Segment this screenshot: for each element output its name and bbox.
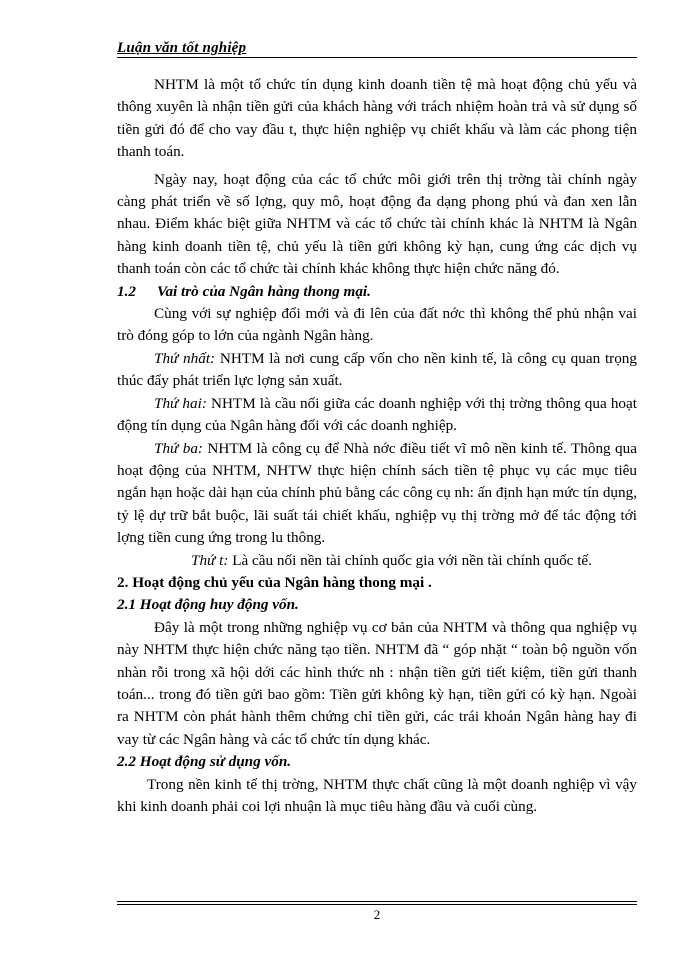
header-rule [117,57,637,58]
document-body [117,74,637,818]
page-number: 2 [373,907,381,922]
role-second-text: NHTM là cầu nối giữa các doanh nghiệp với thị trờng thông qua hoạt động tín dụng của Ngân hàng đối với các doanh nghiệp. [117,394,637,435]
section-number: 1.2 [117,282,136,300]
paragraph-role-fourth [117,550,637,572]
paragraph-capital-use: Trong nền kinh tế thị trờng, NHTM thực chất cũng là một doanh nghiệp vì vậy khi kinh doanh phải coi lợi nhuận là mục tiêu hàng đầu và cuối cùng. [117,775,637,815]
footer-rule-top [117,901,637,902]
paragraph-role-first [117,348,637,393]
role-second-lead: Thứ hai: [154,394,207,412]
role-third-lead: Thứ ba: [154,439,203,457]
section-heading-1-2 [117,281,637,303]
paragraph-role-intro: Cùng với sự nghiệp đổi mới và đi lên của đất nớc thì không thể phủ nhận vai trò đóng góp to lớn của ngành Ngân hàng. [117,305,637,345]
paragraph-role-second [117,393,637,438]
section-heading-2-2: 2.2 Hoạt động sử dụng vốn. [117,753,292,771]
role-third-text: NHTM là công cụ để Nhà nớc điều tiết vĩ mô nền kinh tế. Thông qua hoạt động của NHTM, NHTW thực hiện chính sách tiền tệ phục vụ các mục tiêu ngắn hạn hoặc dài hạn của chính phủ bằng các công cụ nh: ấn định hạn mức tín dụng, tỷ lệ dự trữ bắt buộc, lãi suất tái chiết khấu, nghiệp vụ thị trờng mở để tác động tới lợng tiền cung ứng trong lu thông. [117,439,637,547]
paragraph-role-third [117,438,637,550]
role-first-lead: Thứ nhất: [154,349,216,367]
role-first-text: NHTM là nơi cung cấp vốn cho nền kinh tế, là công cụ quan trọng thúc đẩy phát triển lực lợng sản xuất. [117,349,637,390]
role-fourth-lead: Thứ t: [191,551,229,569]
paragraph-capital-mobilization: Đây là một trong những nghiệp vụ cơ bản của NHTM và thông qua nghiệp vụ này NHTM thực hiện chức năng tạo tiền. NHTM đã “ góp nhặt “ toàn bộ nguồn vốn nhàn rỗi trong xã hội dới các hình thức nh : nhận tiền gửi tiết kiệm, tiền gửi thanh toán... trong đó tiền gửi bao gồm: Tiền gửi không kỳ hạn, tiền gửi có kỳ hạn. Ngoài ra NHTM còn phát hành thêm chứng chỉ tiền gửi, các trái khoán Ngân hàng hay đi vay từ các Ngân hàng và các tổ chức tín dụng khác. [117,618,637,748]
section-title: Vai trò của Ngân hàng thong mại. [157,282,371,300]
paragraph-intermediaries: Ngày nay, hoạt động của các tổ chức môi giới trên thị trờng tài chính ngày càng phát triển về số lợng, quy mô, hoạt động đa dạng phong phú và đan xen lẫn nhau. Điểm khác biệt giữa NHTM và các tổ chức tài chính khác là NHTM là Ngân hàng kinh doanh tiền tệ, chủ yếu là tiền gửi không kỳ hạn, cung ứng các dịch vụ thanh toán còn các tổ chức tài chính khác không thực hiện chức năng đó. [117,170,637,278]
footer-rule-bottom [117,904,637,905]
paragraph-nhtm-definition: NHTM là một tổ chức tín dụng kinh doanh tiền tệ mà hoạt động chủ yếu và thông xuyên là nhận tiền gửi của khách hàng với trách nhiệm hoàn trả và sử dụng số tiền gửi đó để cho vay đầu t, thực hiện nghiệp vụ chiết khấu và làm các phong tiện thanh toán. [117,76,637,161]
role-fourth-text: Là cầu nối nền tài chính quốc gia với nền tài chính quốc tế. [228,551,592,569]
running-header-title: Luận văn tốt nghiệp [117,40,247,56]
section-heading-2: 2. Hoạt động chủ yếu của Ngân hàng thong mại . [117,573,432,591]
section-heading-2-1: 2.1 Hoạt động huy động vốn. [117,596,299,614]
